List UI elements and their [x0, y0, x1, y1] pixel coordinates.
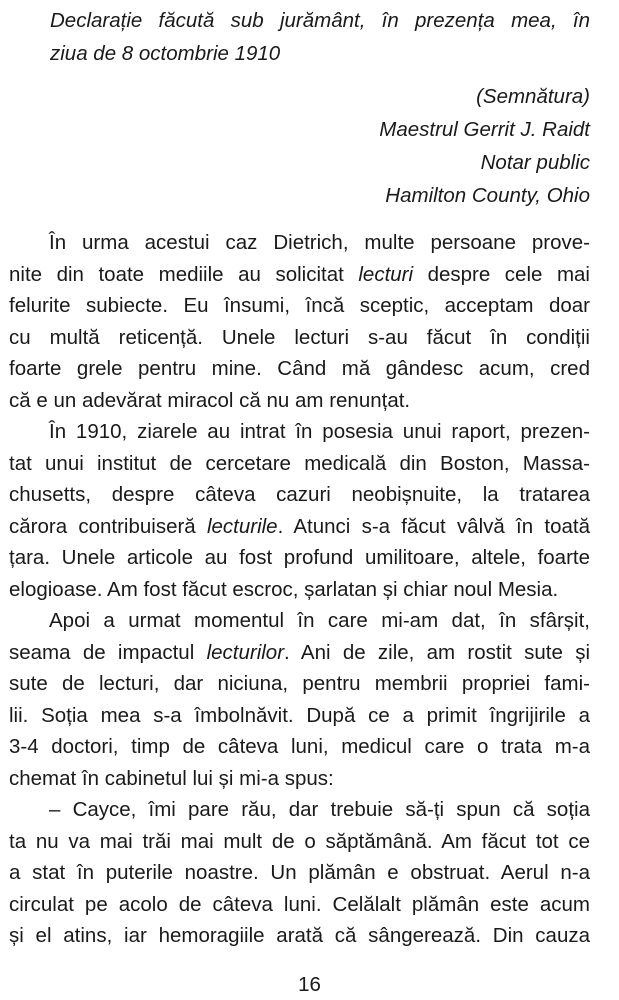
text-line — [9, 668, 590, 700]
text-run: că e un adevărat miracol că nu am renunțat. — [9, 388, 411, 412]
text-run: În 1910, ziarele au intrat în posesia unui raport, prezen- — [49, 420, 590, 443]
text-line — [9, 290, 590, 322]
notary-title: Notar public — [480, 151, 590, 174]
text-line — [9, 857, 590, 889]
text-run: chemat în cabinetul lui și mi-a spus: — [9, 766, 334, 790]
text-run: . Ani de zile, am rostit sute și — [284, 640, 590, 664]
text-line — [9, 259, 590, 291]
text-run: sute de lecturi, dar niciuna, pentru membrii propriei fami- — [9, 672, 590, 695]
text-run: seama de impactul — [9, 640, 207, 664]
text-run: – Cayce, îmi pare rău, dar trebuie să-ți spun că soția — [49, 798, 590, 821]
text-run: tat unui institut de cercetare medicală din Boston, Massa- — [9, 451, 590, 475]
text-line — [9, 731, 590, 763]
text-line — [9, 574, 590, 606]
text-run: În urma acestui caz Dietrich, multe persoane prove- — [49, 231, 590, 254]
body-text — [9, 227, 590, 952]
emphasized-text: lecturilor — [206, 640, 285, 664]
text-run: cărora contribuiseră — [9, 514, 207, 538]
emphasized-text: lecturile — [206, 514, 278, 538]
notary-location: Hamilton County, Ohio — [385, 184, 590, 207]
text-run: 3-4 doctori, timp de câteva luni, medicul care o trata m-a — [9, 735, 590, 758]
text-run: despre cele mai — [413, 262, 590, 286]
text-line — [9, 826, 590, 858]
text-line — [9, 700, 590, 732]
signature-label: (Semnătura) — [476, 85, 590, 108]
text-line — [9, 227, 590, 259]
text-line — [9, 322, 590, 354]
text-line — [9, 637, 590, 669]
text-run: Apoi a urmat momentul în care mi-am dat, în sfârșit, — [49, 609, 590, 632]
text-line — [9, 416, 590, 448]
text-run: foarte grele pentru mine. Când mă gândesc acum, cred — [9, 357, 590, 380]
text-run: elogioase. Am fost făcut escroc, șarlatan și chiar noul Mesia. — [9, 577, 559, 601]
text-line — [9, 605, 590, 637]
text-run: ta nu va mai trăi mai mult de o săptămână. Am făcut tot ce — [9, 829, 590, 853]
text-line — [9, 920, 590, 952]
text-line — [9, 448, 590, 480]
text-run: . Atunci s-a făcut vâlvă în toată — [277, 514, 590, 538]
declaration-line: Declarație făcută sub jurământ, în prezența mea, în — [50, 9, 590, 32]
declaration-line: ziua de 8 octombrie 1910 — [50, 42, 281, 65]
text-line — [9, 511, 590, 543]
text-line — [9, 353, 590, 385]
text-run: circulat pe acolo de câteva luni. Celălalt plămân este acum — [9, 892, 590, 916]
sworn-declaration — [50, 4, 590, 212]
text-run: lii. Soția mea s-a îmbolnăvit. După ce a primit îngrijirile a — [9, 703, 590, 727]
text-run: felurite subiecte. Eu însumi, încă sceptic, acceptam doar — [9, 294, 590, 317]
text-run: chusetts, despre câteva cazuri neobișnuite, la tratarea — [9, 483, 590, 506]
text-run: a stat în puterile noastre. Un plămân e obstruat. Aerul n-a — [9, 861, 590, 884]
text-line — [9, 385, 590, 417]
text-line — [9, 542, 590, 574]
text-run: țara. Unele articole au fost profund umilitoare, altele, foarte — [9, 546, 590, 569]
text-run: cu multă reticență. Unele lecturi s-au făcut în condiții — [9, 325, 590, 349]
text-run: și el atins, iar hemoragiile arată că sângerează. Din cauza — [9, 924, 590, 947]
text-run: nite din toate mediile au solicitat — [9, 262, 359, 286]
text-line — [9, 794, 590, 826]
emphasized-text: lecturi — [358, 262, 414, 286]
text-line — [9, 479, 590, 511]
text-line — [9, 889, 590, 921]
notary-name: Maestrul Gerrit J. Raidt — [379, 118, 590, 141]
text-line — [9, 763, 590, 795]
page-number: 16 — [298, 973, 321, 996]
